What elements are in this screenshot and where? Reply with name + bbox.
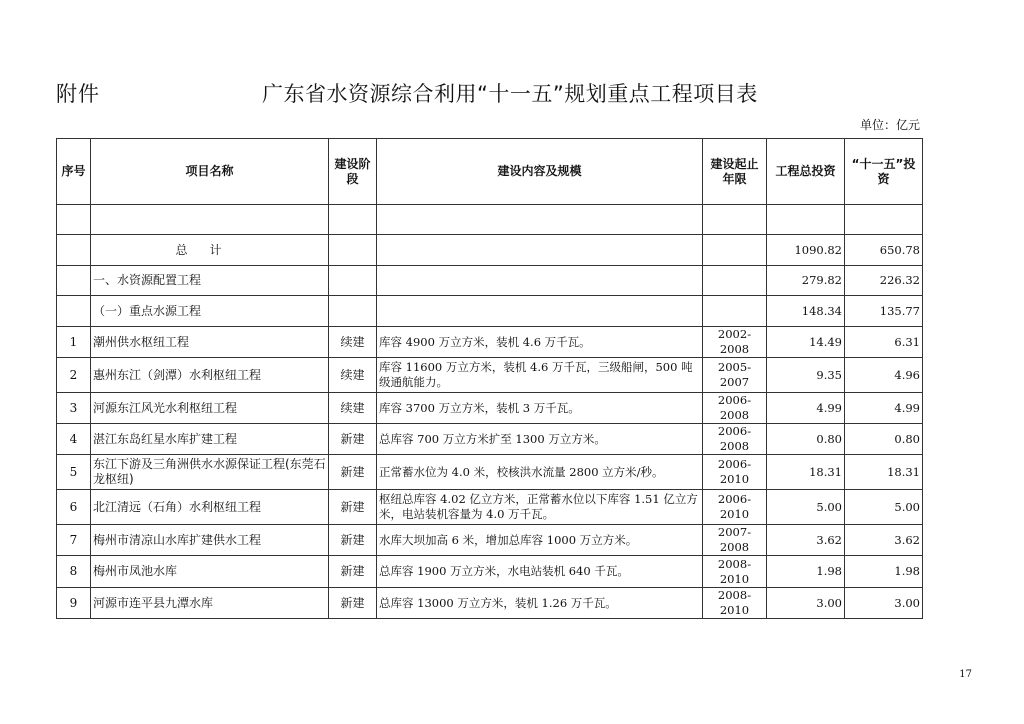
column-header-plan: “十一五”投资 xyxy=(845,139,923,205)
column-header-years: 建设起止年限 xyxy=(703,139,767,205)
row-plan-invest: 18.31 xyxy=(845,455,923,490)
row-stage: 新建 xyxy=(329,588,377,619)
row-content: 库容 4900 万立方米，装机 4.6 万千瓦。 xyxy=(377,327,703,358)
row-stage: 新建 xyxy=(329,556,377,588)
project-table xyxy=(56,138,923,619)
row-stage: 新建 xyxy=(329,455,377,490)
row-content: 总库容 13000 万立方米，装机 1.26 万千瓦。 xyxy=(377,588,703,619)
unit-label: 单位：亿元 xyxy=(859,118,920,132)
page-number: 17 xyxy=(959,669,972,680)
row-seq: 7 xyxy=(57,525,91,556)
column-header-total: 工程总投资 xyxy=(767,139,845,205)
table-row xyxy=(57,556,923,588)
table-row xyxy=(57,490,923,525)
row-plan-invest: 0.80 xyxy=(845,424,923,455)
row-total-invest: 5.00 xyxy=(767,490,845,525)
row-seq: 6 xyxy=(57,490,91,525)
total-plan: 650.78 xyxy=(845,235,923,266)
row-years: 2006-2010 xyxy=(703,490,767,525)
row-years: 2006-2008 xyxy=(703,393,767,424)
row-content: 水库大坝加高 6 米，增加总库容 1000 万立方米。 xyxy=(377,525,703,556)
row-total-invest: 3.00 xyxy=(767,588,845,619)
table-row xyxy=(57,358,923,393)
row-total-invest: 1.98 xyxy=(767,556,845,588)
table-row xyxy=(57,327,923,358)
row-plan-invest: 4.99 xyxy=(845,393,923,424)
total-invest: 1090.82 xyxy=(767,235,845,266)
row-name: 北江清远（石角）水利枢纽工程 xyxy=(91,490,329,525)
row-plan-invest: 6.31 xyxy=(845,327,923,358)
row-content: 总库容 700 万立方米扩至 1300 万立方米。 xyxy=(377,424,703,455)
row-years: 2006-2008 xyxy=(703,424,767,455)
row-seq: 2 xyxy=(57,358,91,393)
row-total-invest: 14.49 xyxy=(767,327,845,358)
row-total-invest: 9.35 xyxy=(767,358,845,393)
section-plan: 226.32 xyxy=(845,266,923,296)
row-total-invest: 3.62 xyxy=(767,525,845,556)
subsection-plan: 135.77 xyxy=(845,296,923,327)
section-invest: 279.82 xyxy=(767,266,845,296)
row-content: 枢纽总库容 4.02 亿立方米，正常蓄水位以下库容 1.51 亿立方米，电站装机容量为 4.0 万千瓦。 xyxy=(377,490,703,525)
row-seq: 1 xyxy=(57,327,91,358)
row-name: 潮州供水枢纽工程 xyxy=(91,327,329,358)
page-title: 广东省水资源综合利用“十一五”规划重点工程项目表 xyxy=(262,82,758,106)
row-total-invest: 18.31 xyxy=(767,455,845,490)
section-label: 一、水资源配置工程 xyxy=(91,266,329,296)
subsection-invest: 148.34 xyxy=(767,296,845,327)
column-header-content: 建设内容及规模 xyxy=(377,139,703,205)
row-name: 惠州东江（剑潭）水利枢纽工程 xyxy=(91,358,329,393)
row-years: 2006-2010 xyxy=(703,455,767,490)
subsection-label: （一）重点水源工程 xyxy=(91,296,329,327)
row-content: 库容 3700 万立方米，装机 3 万千瓦。 xyxy=(377,393,703,424)
row-seq: 3 xyxy=(57,393,91,424)
row-name: 湛江东岛红星水库扩建工程 xyxy=(91,424,329,455)
row-content: 正常蓄水位为 4.0 米，校核洪水流量 2800 立方米/秒。 xyxy=(377,455,703,490)
row-years: 2005-2007 xyxy=(703,358,767,393)
row-plan-invest: 4.96 xyxy=(845,358,923,393)
row-plan-invest: 3.00 xyxy=(845,588,923,619)
table-row xyxy=(57,525,923,556)
row-years: 2007-2008 xyxy=(703,525,767,556)
row-seq: 8 xyxy=(57,556,91,588)
table-row xyxy=(57,455,923,490)
subsection-row xyxy=(57,296,923,327)
row-stage: 续建 xyxy=(329,327,377,358)
total-label: 总计 xyxy=(91,235,329,266)
row-years: 2008-2010 xyxy=(703,556,767,588)
row-seq: 5 xyxy=(57,455,91,490)
row-stage: 续建 xyxy=(329,393,377,424)
row-plan-invest: 5.00 xyxy=(845,490,923,525)
total-row xyxy=(57,235,923,266)
row-total-invest: 0.80 xyxy=(767,424,845,455)
row-years: 2002-2008 xyxy=(703,327,767,358)
row-content: 总库容 1900 万立方米，水电站装机 640 千瓦。 xyxy=(377,556,703,588)
row-name: 河源东江风光水利枢纽工程 xyxy=(91,393,329,424)
row-stage: 新建 xyxy=(329,424,377,455)
row-stage: 新建 xyxy=(329,525,377,556)
row-stage: 新建 xyxy=(329,490,377,525)
table-header-row xyxy=(57,139,923,205)
row-name: 梅州市凤池水库 xyxy=(91,556,329,588)
row-name: 河源市连平县九潭水库 xyxy=(91,588,329,619)
section-row xyxy=(57,266,923,296)
row-years: 2008-2010 xyxy=(703,588,767,619)
table-row xyxy=(57,424,923,455)
row-name: 梅州市清凉山水库扩建供水工程 xyxy=(91,525,329,556)
row-total-invest: 4.99 xyxy=(767,393,845,424)
row-content: 库容 11600 万立方米，装机 4.6 万千瓦，三级船闸，500 吨级通航能力。 xyxy=(377,358,703,393)
table-row xyxy=(57,588,923,619)
column-header-stage: 建设阶段 xyxy=(329,139,377,205)
row-plan-invest: 3.62 xyxy=(845,525,923,556)
row-name: 东江下游及三角洲供水水源保证工程(东莞石龙枢纽) xyxy=(91,455,329,490)
row-stage: 续建 xyxy=(329,358,377,393)
column-header-name: 项目名称 xyxy=(91,139,329,205)
table-row xyxy=(57,393,923,424)
row-seq: 4 xyxy=(57,424,91,455)
attachment-label: 附件 xyxy=(56,82,100,106)
column-header-seq: 序号 xyxy=(57,139,91,205)
row-plan-invest: 1.98 xyxy=(845,556,923,588)
blank-row xyxy=(57,205,923,235)
row-seq: 9 xyxy=(57,588,91,619)
